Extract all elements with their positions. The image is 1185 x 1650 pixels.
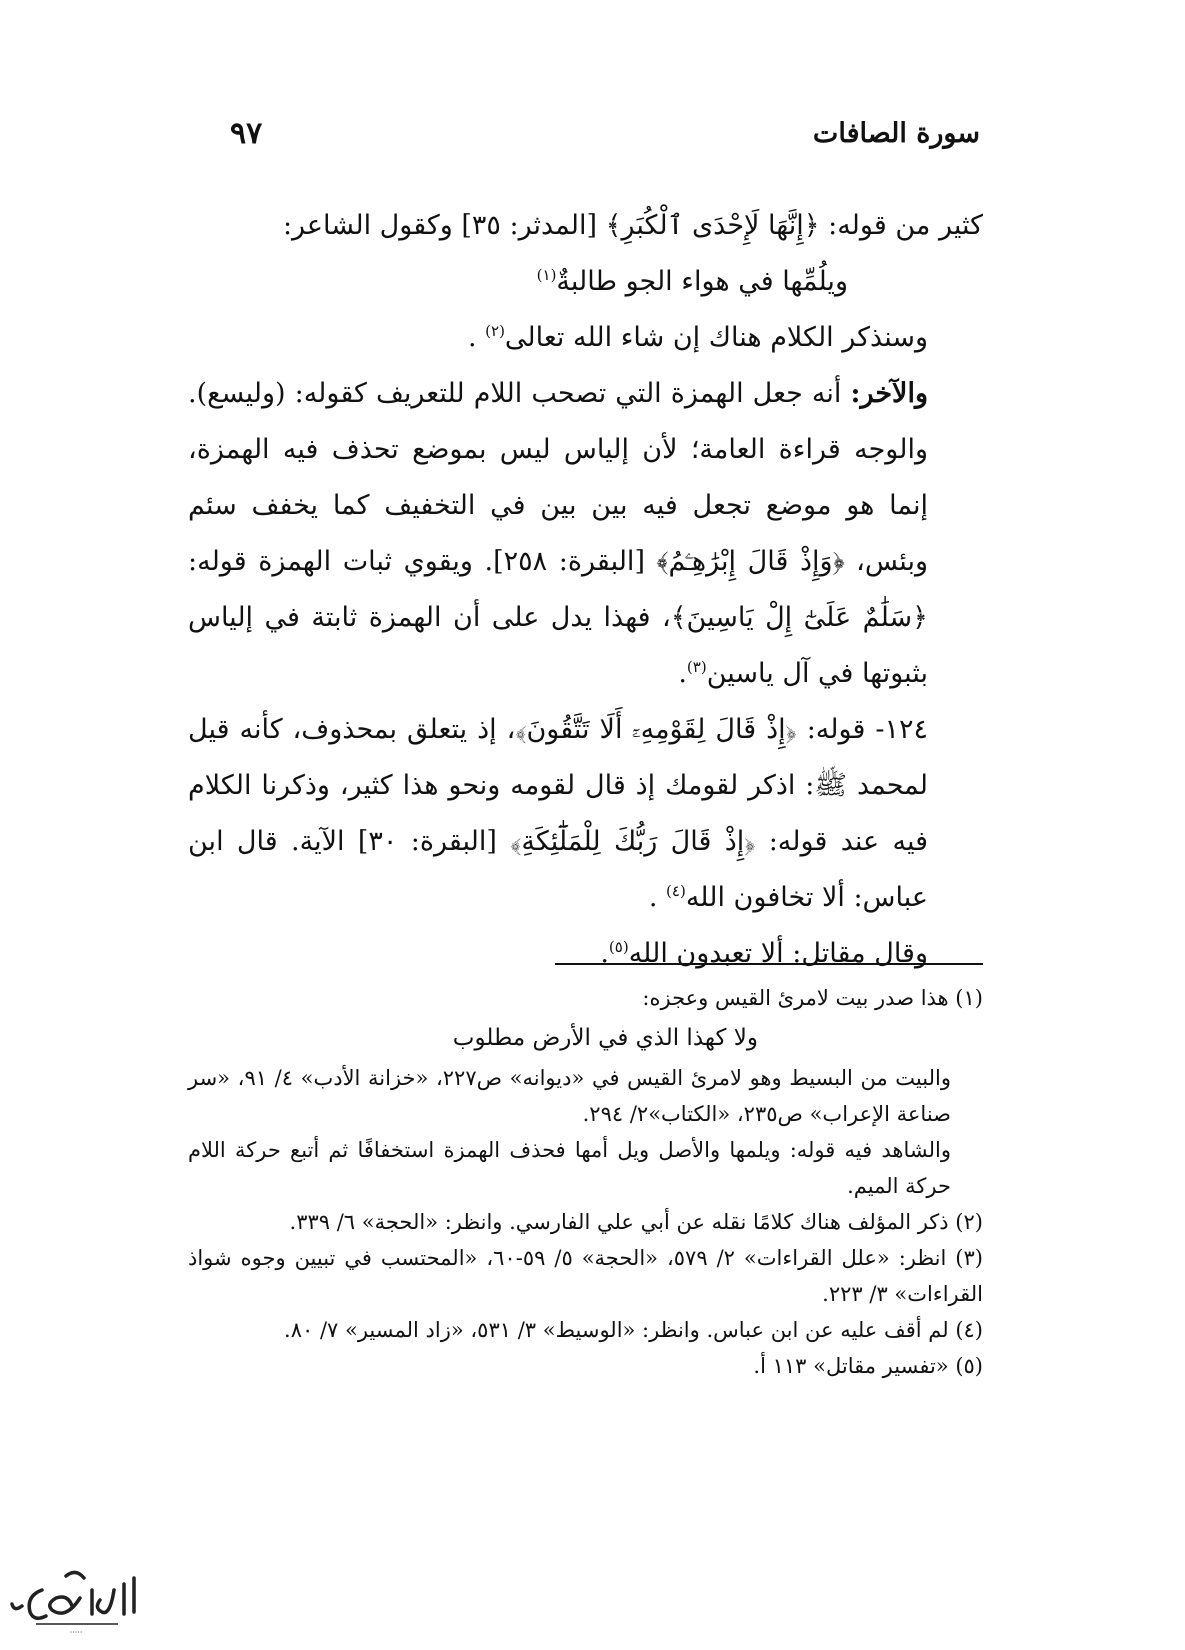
paragraph [188, 926, 983, 982]
footnote-4: (٤) لم أقف عليه عن ابن عباس. وانظر: «الوسيط» ٣/ ٥٣١، «زاد المسير» ٧/ ٨٠. [284, 1318, 983, 1342]
svg-text:·····: ····· [69, 1628, 83, 1637]
footnote-marker[interactable]: (٢) [485, 322, 505, 340]
poetry-line [188, 254, 983, 310]
running-title: سورة الصافات [812, 118, 980, 149]
footnote-marker[interactable]: (٣) [686, 658, 707, 676]
poetry-text: ويلُمِّها في هواء الجو طالبةٌ [556, 266, 848, 297]
footnote-marker[interactable]: (١) [536, 266, 557, 284]
footnote-1-explanation: والشاهد فيه قوله: ويلمها والأصل ويل أمها فحذف الهمزة استخفافًا ثم أتبع حركة اللام حركة الميم. [188, 1138, 951, 1198]
footnote-divider [555, 963, 983, 965]
footnote-1-sources: والبيت من البسيط وهو لامرئ القيس في «ديوانه» ص٢٢٧، «خزانة الأدب» ٤/ ٩١، «سر صناعة الإعراب» ص٢٣٥، «الكتاب»٢/ ٢٩٤. [188, 1066, 951, 1126]
footnote-2: (٢) ذكر المؤلف هناك كلامًا نقله عن أبي علي الفارسي. وانظر: «الحجة» ٦/ ٣٣٩. [289, 1210, 983, 1234]
footnote-1-verse: ولا كهذا الذي في الأرض مطلوب [452, 1025, 758, 1051]
footnote-marker[interactable]: (٤) [666, 882, 686, 900]
page-number: ٩٧ [230, 116, 263, 151]
paragraph-text: وسنذكر الكلام هناك إن شاء الله تعالى [504, 322, 928, 353]
footnotes-section [188, 980, 983, 1384]
paragraph-text: كثير من قوله: ﴿إِنَّهَا لَإِحْدَى ٱلْكُبَرِ﴾ [المدثر: ٣٥] وكقول الشاعر: [282, 210, 983, 241]
paragraph [188, 198, 983, 254]
paragraph-text: وقال مقاتل: ألا تعبدون الله [628, 938, 928, 969]
paragraph [188, 702, 983, 926]
main-text [188, 198, 983, 982]
footnote-marker[interactable]: (٥) [608, 938, 629, 956]
paragraph-text: ١٢٤- قوله: ﴿إِذْ قَالَ لِقَوْمِهِۦٓ أَلَا تَتَّقُونَ﴾، إذ يتعلق بمحذوف، كأنه قيل لمحمد ﷺ: اذكر لقومك إذ قال لقومه ونحو هذا كثير، وذكرنا الكلام فيه عند قوله: ﴿إِذْ قَالَ رَبُّكَ لِلْمَلَٰٓئِكَةِ﴾ [البقرة: ٣٠] الآية. قال ابن عباس: ألا تخافون الله [188, 714, 929, 913]
paragraph [188, 310, 983, 366]
period: . [600, 938, 609, 969]
calligraphy-logo [6, 1560, 146, 1638]
footnote-1: (١) هذا صدر بيت لامرئ القيس وعجزه: [642, 986, 983, 1010]
period: . [678, 658, 687, 689]
period: . [648, 882, 658, 913]
period: . [467, 322, 477, 353]
paragraph-lead: والآخر: [850, 378, 928, 409]
footnote-3: (٣) انظر: «علل القراءات» ٢/ ٥٧٩، «الحجة» ٥/ ٥٩-٦٠، «المحتسب في تبيين وجوه شواذ القراءات» ٣/ ٢٢٣. [188, 1246, 983, 1306]
paragraph [188, 366, 983, 702]
paragraph-text: أنه جعل الهمزة التي تصحب اللام للتعريف كقوله: (وليسع). والوجه قراءة العامة؛ لأن إلياس ليس بموضع تحذف فيه الهمزة، إنما هو موضع تجعل فيه بين بين في التخفيف كما يخفف سئم وبئس، ﴿وَإِذْ قَالَ إِبْرَٰهِـۧمُ﴾ [البقرة: ٢٥٨]. ويقوي ثبات الهمزة قوله: ﴿سَلَٰمٌ عَلَىٰٓ إِلْ يَاسِينَ﴾، فهذا يدل على أن الهمزة ثابتة في إلياس بثبوتها في آل ياسين [188, 378, 929, 689]
footnote-5: (٥) «تفسير مقاتل» ١١٣ أ. [753, 1354, 983, 1378]
